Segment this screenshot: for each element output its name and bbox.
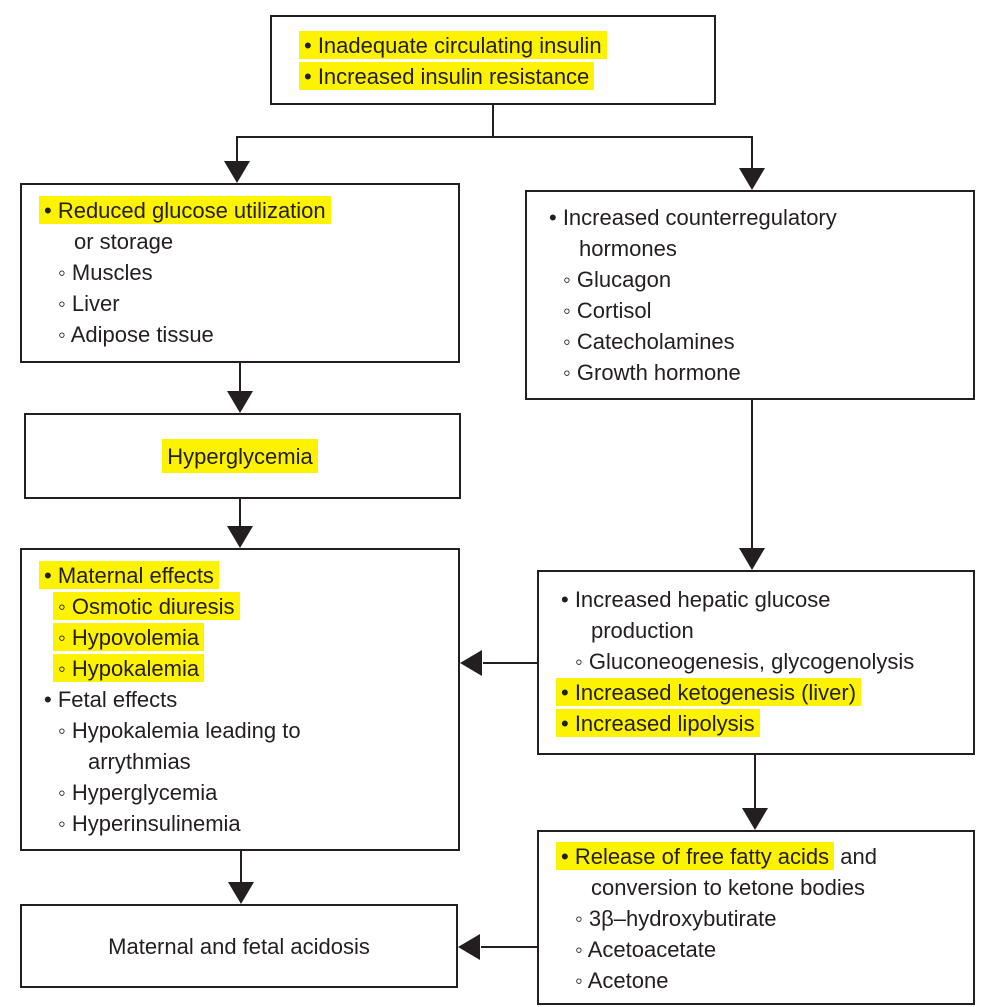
item-cortisol: ◦ Cortisol — [563, 298, 652, 323]
item-conversion-to-ketone-bodies: conversion to ketone bodies — [591, 875, 865, 900]
item-hyperglycemia: Hyperglycemia — [162, 439, 318, 473]
arrow-to-reduced-glucose-icon — [224, 136, 250, 183]
item-maternal-effects: • Maternal effects — [22, 560, 458, 591]
item-increased-ketogenesis: • Increased ketogenesis (liver) — [539, 677, 973, 708]
item-increased-hepatic-glucose: • Increased hepatic glucose — [561, 587, 831, 612]
item-increased-insulin-resistance: • Increased insulin resistance — [304, 61, 714, 92]
arrow-hepatic-to-maternal-effects-icon — [460, 650, 537, 676]
item-fetal-effects: • Fetal effects — [44, 687, 178, 712]
item-liver: ◦ Liver — [58, 291, 120, 316]
item-hypokalemia-leading-to: ◦ Hypokalemia leading to — [58, 718, 301, 743]
box-maternal-fetal-effects — [20, 548, 460, 851]
split-connector — [236, 104, 753, 138]
item-catecholamines: ◦ Catecholamines — [563, 329, 735, 354]
box-hyperglycemia — [24, 413, 461, 499]
item-reduced-glucose-utilization: • Reduced glucose utilization — [22, 195, 458, 226]
item-growth-hormone: ◦ Growth hormone — [563, 360, 741, 385]
arrow-reduced-glucose-to-hyperglycemia-icon — [227, 363, 253, 413]
box-hepatic-glucose-production — [537, 570, 975, 755]
item-acetoacetate: ◦ Acetoacetate — [575, 937, 717, 962]
arrow-hepatic-to-free-fatty-acids-icon — [742, 755, 768, 830]
box-reduced-glucose-utilization — [20, 183, 460, 363]
item-muscles: ◦ Muscles — [58, 260, 153, 285]
box-free-fatty-acids — [537, 830, 975, 1005]
item-release-free-fatty-acids: • Release of free fatty acids and — [539, 841, 973, 872]
arrow-counterregulatory-to-hepatic-icon — [739, 400, 765, 570]
box-maternal-fetal-acidosis — [20, 904, 458, 988]
box-counterregulatory-hormones — [525, 190, 975, 400]
item-inadequate-circulating-insulin: • Inadequate circulating insulin — [304, 30, 714, 61]
arrow-free-fatty-acids-to-acidosis-icon — [458, 934, 537, 960]
item-fetal-hyperglycemia: ◦ Hyperglycemia — [58, 780, 218, 805]
item-or-storage: or storage — [74, 229, 174, 254]
item-hypovolemia: ◦ Hypovolemia — [22, 622, 458, 653]
item-glucagon: ◦ Glucagon — [563, 267, 672, 292]
item-osmotic-diuresis: ◦ Osmotic diuresis — [22, 591, 458, 622]
box-inadequate-insulin — [270, 15, 716, 105]
item-gluconeogenesis-glycogenolysis: ◦ Gluconeogenesis, glycogenolysis — [575, 649, 915, 674]
item-production: production — [591, 618, 694, 643]
item-increased-counterregulatory: • Increased counterregulatory — [549, 205, 837, 230]
item-acetone: ◦ Acetone — [575, 968, 669, 993]
item-increased-lipolysis: • Increased lipolysis — [539, 708, 973, 739]
arrow-hyperglycemia-to-maternal-effects-icon — [227, 498, 253, 548]
item-hormones: hormones — [579, 236, 677, 261]
item-3b-hydroxybutirate: ◦ 3β–hydroxybutirate — [575, 906, 777, 931]
arrow-to-counterregulatory-icon — [739, 136, 765, 190]
item-adipose-tissue: ◦ Adipose tissue — [58, 322, 214, 347]
item-arrythmias: arrythmias — [88, 749, 191, 774]
item-hyperinsulinemia: ◦ Hyperinsulinemia — [58, 811, 241, 836]
item-hypokalemia: ◦ Hypokalemia — [22, 653, 458, 684]
item-maternal-and-fetal-acidosis: Maternal and fetal acidosis — [108, 933, 370, 959]
arrow-maternal-effects-to-acidosis-icon — [228, 851, 254, 904]
